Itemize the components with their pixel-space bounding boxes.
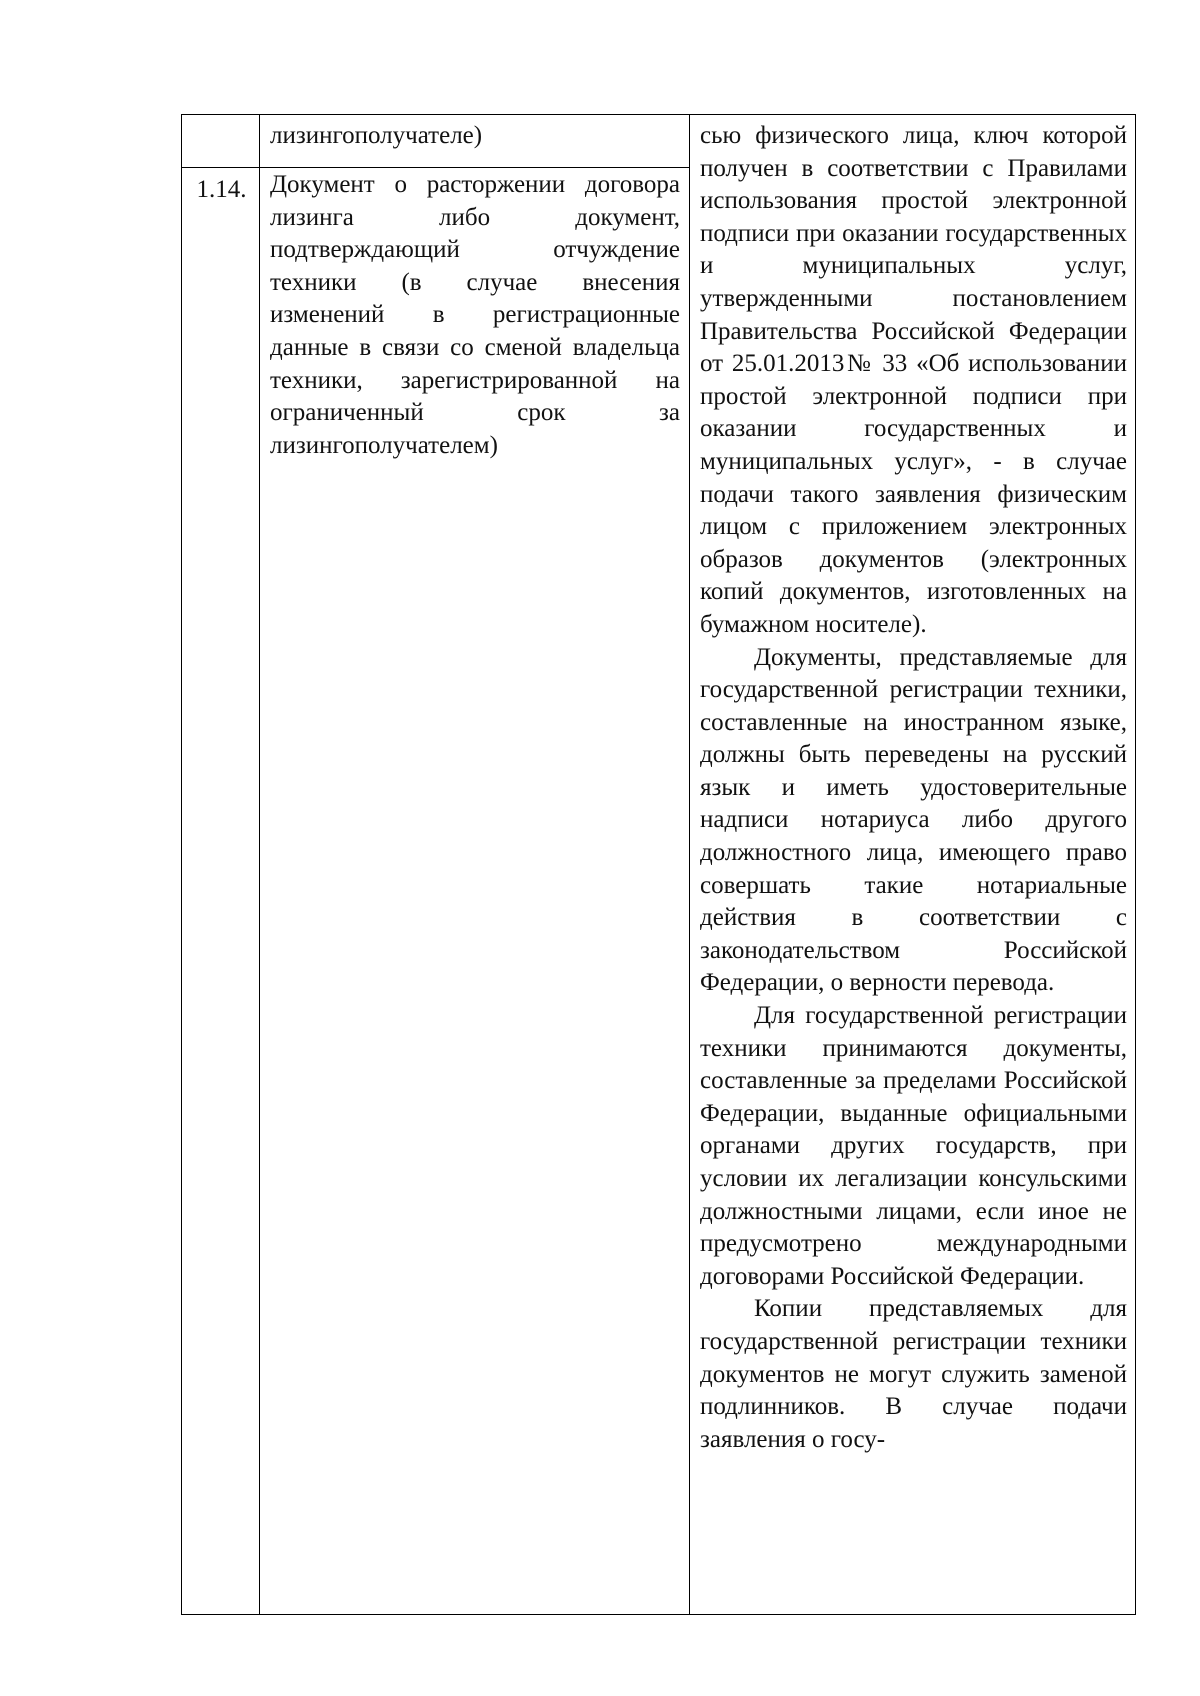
requirements-paragraph: сью физического лица, ключ которой получен в соответствии с Правилами использования простой электронной подписи при оказании государственных и муниципальных услуг, утвержденными постановлением Правительства Российской Федерации от 25.01.2013№ 33 «Об использовании простой электронной подписи при оказании государственных и муниципальных услуг», - в случае подачи такого заявления физическим лицом с приложением электронных образов документов (электронных копий документов, изготовленных на бумажном носителе).: [700, 122, 1127, 638]
requirements-cell: [690, 115, 1136, 1615]
requirements-paragraph: Копии представляемых для государственной регистрации техники документов не могут служить заменой подлинников. В случае подачи заявления о госу-: [700, 1295, 1127, 1453]
document-cell: [260, 115, 690, 168]
document-table: [181, 114, 1136, 1615]
document-text: Документ о расторжении договора лизинга либо документ, подтверждающий отчуждение техники (в случае внесения изменений в регистрационные данные в связи со сменой владельца техники, зарегистрированной на ограниченный срок за лизингополучателем): [270, 171, 680, 459]
requirements-paragraph: Документы, представляемые для государственной регистрации техники, составленные на иностранном языке, должны быть переведены на русский язык и иметь удостоверительные надписи нотариуса либо другого должностного лица, имеющего право совершать такие нотариальные действия в соответствии с законодательством Российской Федерации, о верности перевода.: [700, 643, 1127, 997]
document-text: лизингополучателе): [270, 122, 483, 149]
document-cell: [260, 168, 690, 1615]
table-row-continued: [182, 115, 1136, 168]
row-number-cell: [182, 168, 260, 1615]
row-number-cell: [182, 115, 260, 168]
row-number: 1.14.: [196, 176, 247, 203]
requirements-paragraph: Для государственной регистрации техники принимаются документы, составленные за пределами Российской Федерации, выданные официальными органами других государств, при условии их легализации консульскими должностными лицами, если иное не предусмотрено международными договорами Российской Федерации.: [700, 1002, 1127, 1290]
